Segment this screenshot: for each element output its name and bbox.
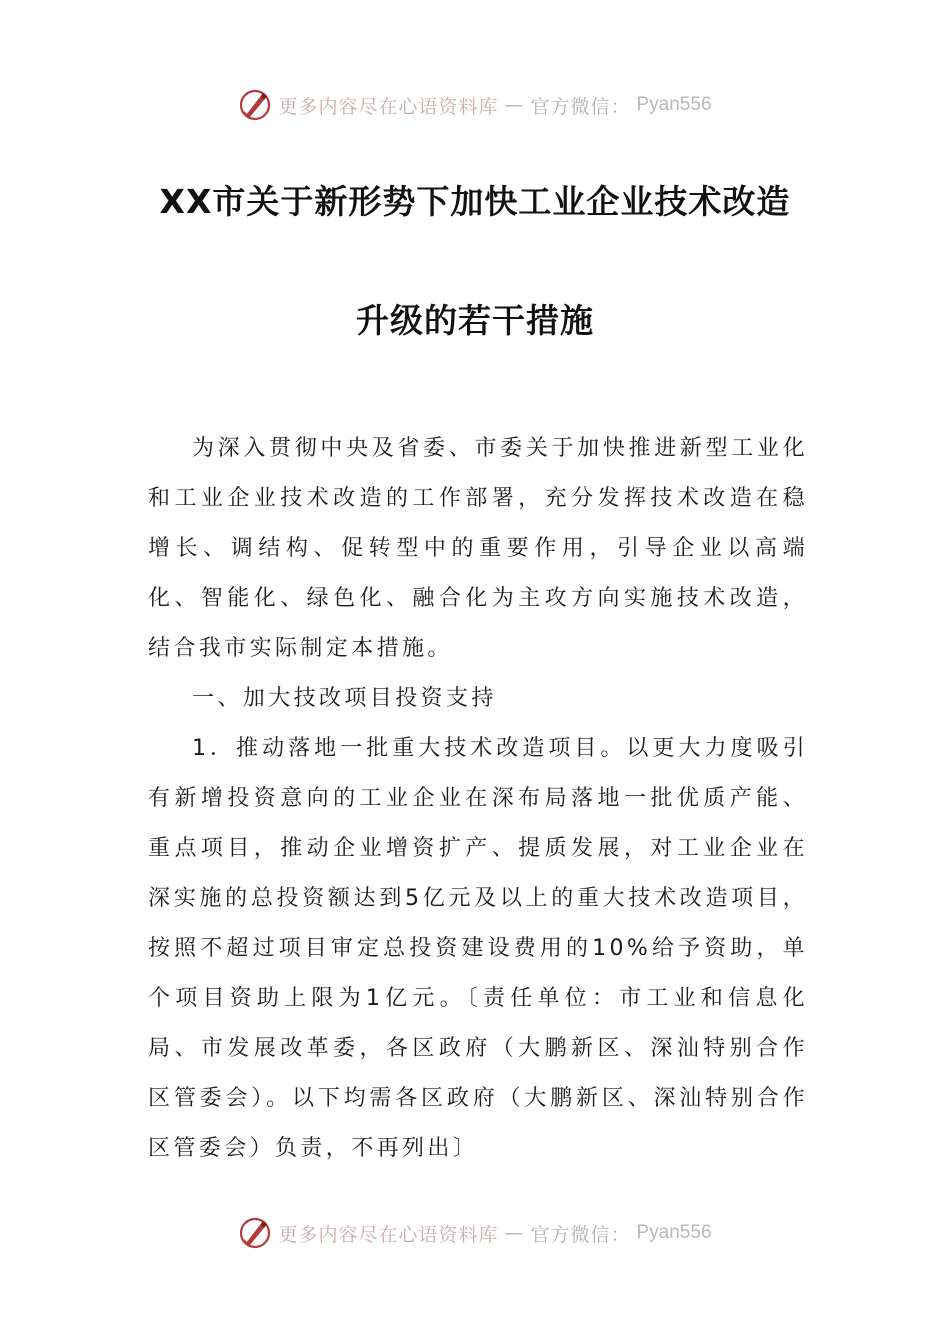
footer-watermark: [0, 1213, 950, 1253]
watermark-wechat-label: 官方微信：: [530, 1223, 631, 1246]
watermark-dash: —: [504, 1222, 525, 1244]
intro-paragraph: 为深入贯彻中央及省委、市委关于加快推进新型工业化和工业企业技术改造的工作部署，充分发挥技术改造在稳增长、调结构、促转型中的重要作用，引导企业以高端化、智能化、绿色化、融合化为主攻方向实施技术改造，结合我市实际制定本措施。: [148, 436, 808, 661]
watermark-wechat-id: Pyan556: [636, 1222, 712, 1243]
document-title-line-1: XX市关于新形势下加快工业企业技术改造: [159, 182, 791, 221]
pen-nib-logo-icon: [238, 88, 272, 122]
measure-paragraph: 1．推动落地一批重大技术改造项目。以更大力度吸引有新增投资意向的工业企业在深布局落地一批优质产能、重点项目，推动企业增资扩产、提质发展，对工业企业在深实施的总投资额达到5亿元及以上的重大技术改造项目，按照不超过项目审定总投资建设费用的10%给予资助，单个项目资助上限为1亿元。〔责任单位：市工业和信息化局、市发展改革委，各区政府（大鹏新区、深汕特别合作区管委会）。以下均需各区政府（大鹏新区、深汕特别合作区管委会）负责，不再列出〕: [148, 736, 808, 1161]
watermark-wechat-id: Pyan556: [636, 94, 712, 115]
document-title-line-2: 升级的若干措施: [356, 301, 594, 340]
pen-nib-logo-icon: [238, 1216, 272, 1250]
watermark-wechat-label: 官方微信：: [530, 95, 631, 118]
watermark-site-text: 更多内容尽在心语资料库: [278, 95, 499, 118]
header-watermark: [0, 85, 950, 125]
watermark-site-text: 更多内容尽在心语资料库: [278, 1223, 499, 1246]
section-heading: 一、加大技改项目投资支持: [192, 686, 497, 711]
watermark-dash: —: [504, 94, 525, 116]
document-body: [148, 424, 808, 1174]
